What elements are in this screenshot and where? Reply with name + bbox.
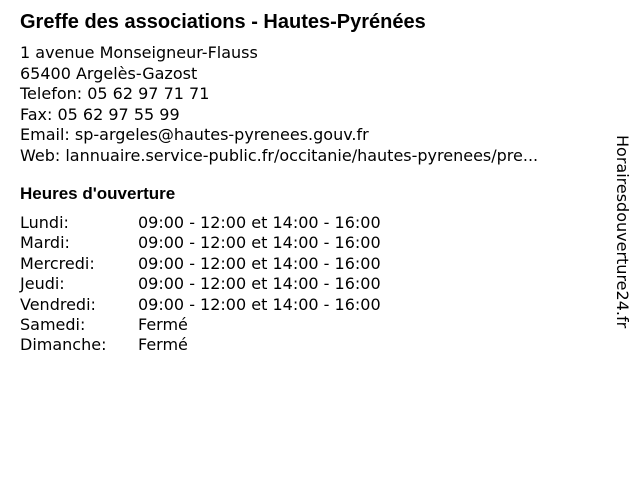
page-title: Greffe des associations - Hautes-Pyrénées <box>20 11 426 33</box>
day-hours: 09:00 - 12:00 et 14:00 - 16:00 <box>138 274 381 294</box>
day-hours: Fermé <box>138 314 188 334</box>
city-address: 65400 Argelès-Gazost <box>20 63 198 83</box>
hours-row-tuesday <box>20 233 381 253</box>
website-address: Web: lannuaire.service-public.fr/occitanie/hautes-pyrenees/pre... <box>20 145 539 165</box>
site-watermark: Horairesdouverture24.fr <box>613 135 632 329</box>
hours-row-monday <box>20 213 381 233</box>
day-hours: 09:00 - 12:00 et 14:00 - 16:00 <box>138 294 381 314</box>
hours-heading: Heures d'ouverture <box>20 184 176 203</box>
day-label: Vendredi: <box>20 294 96 314</box>
day-label: Lundi: <box>20 213 69 232</box>
hours-row-wednesday <box>20 254 381 274</box>
opening-hours-table <box>20 213 381 356</box>
street-address: 1 avenue Monseigneur-Flauss <box>20 43 258 62</box>
day-label: Dimanche: <box>20 335 107 355</box>
email-address: Email: sp-argeles@hautes-pyrenees.gouv.fr <box>20 125 369 144</box>
day-hours: Fermé <box>138 335 188 355</box>
hours-row-friday <box>20 295 381 315</box>
hours-row-thursday <box>20 274 381 294</box>
day-hours: 09:00 - 12:00 et 14:00 - 16:00 <box>138 213 381 232</box>
hours-row-saturday <box>20 315 381 335</box>
day-label: Mardi: <box>20 233 70 253</box>
contact-details <box>20 43 538 166</box>
phone-number: Telefon: 05 62 97 71 71 <box>20 84 210 103</box>
day-hours: 09:00 - 12:00 et 14:00 - 16:00 <box>138 253 381 273</box>
hours-row-sunday <box>20 335 381 355</box>
day-label: Jeudi: <box>20 274 65 294</box>
day-label: Samedi: <box>20 314 86 334</box>
day-hours: 09:00 - 12:00 et 14:00 - 16:00 <box>138 233 381 253</box>
fax-number: Fax: 05 62 97 55 99 <box>20 104 180 124</box>
day-label: Mercredi: <box>20 253 95 273</box>
